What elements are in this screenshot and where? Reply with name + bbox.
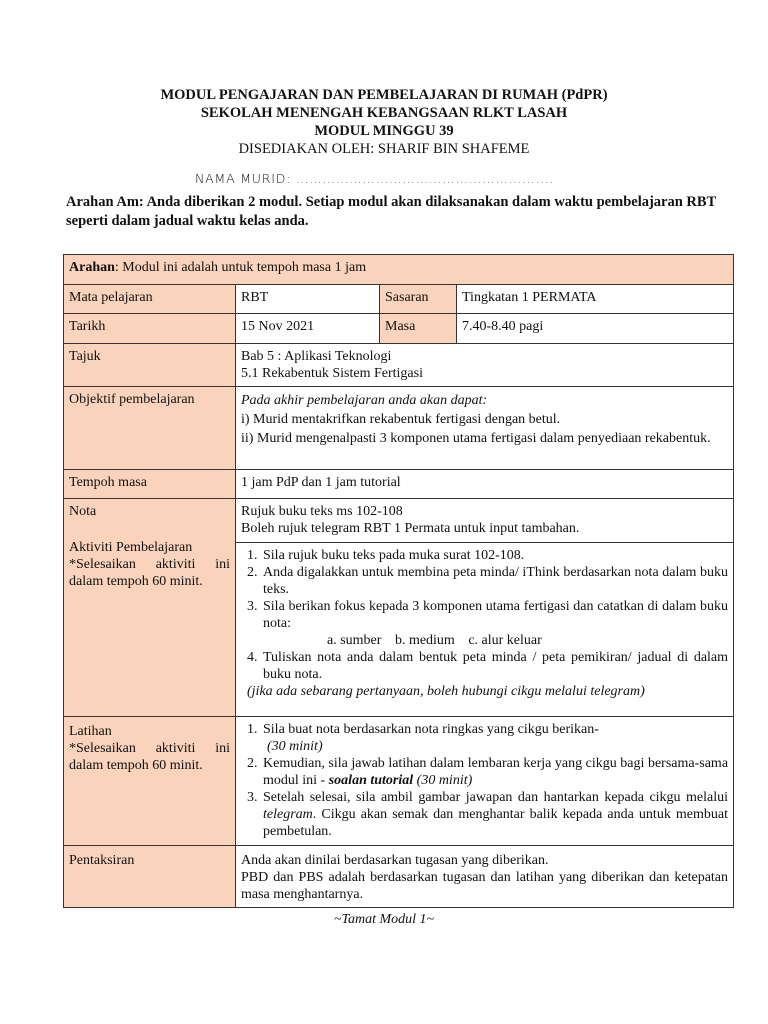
latihan-item-1-time: (30 minit) — [267, 739, 323, 754]
header-author: DISEDIAKAN OLEH: SHARIF BIN SHAFEME — [238, 141, 530, 157]
pentaksiran-line-2: PBD dan PBS adalah berdasarkan tugasan dan latihan yang diberikan dan ketepatan masa menghantarnya. — [241, 870, 729, 902]
table-row-pentaksiran — [64, 846, 734, 908]
komponen-b: b. medium — [394, 633, 455, 648]
latihan-item-2-text: Kemudian, sila jawab latihan dalam lembaran kerja yang cikgu bagi bersama-sama modul ini - — [263, 756, 729, 788]
latihan-value — [236, 717, 734, 846]
table-row-mata-pelajaran — [64, 285, 734, 314]
aktiviti-item-3-text: Sila berikan fokus kepada 3 komponen utama fertigasi dan catatkan di dalam buku nota: — [263, 599, 729, 631]
arahan-cell — [64, 255, 734, 285]
nota-label: Nota — [69, 504, 97, 519]
masa-label: Masa — [380, 314, 457, 344]
aktiviti-item-3 — [261, 598, 728, 649]
nota-line-2: Boleh rujuk telegram RBT 1 Permata untuk input tambahan. — [241, 521, 580, 536]
aktiviti-label: Aktiviti Pembelajaran — [69, 540, 193, 555]
aktiviti-note-telegram: (jika ada sebarang pertanyaan, boleh hubungi cikgu melalui telegram) — [247, 684, 645, 699]
table-row-tempoh — [64, 470, 734, 499]
latihan-item-2-time: (30 minit) — [413, 773, 473, 788]
sasaran-label: Sasaran — [380, 285, 457, 314]
general-instructions: Arahan Am: Anda diberikan 2 modul. Setiap modul akan dilaksanakan dalam waktu pembelajaran RBT seperti dalam jadual waktu kelas anda. — [66, 194, 716, 229]
mata-pelajaran-value: RBT — [236, 285, 380, 314]
tempoh-label: Tempoh masa — [64, 470, 236, 499]
pentaksiran-value — [236, 846, 734, 908]
module-end-footer: ~Tamat Modul 1~ — [333, 912, 435, 927]
header-school: SEKOLAH MENENGAH KEBANGSAAN RLKT LASAH — [200, 105, 568, 121]
aktiviti-list — [241, 547, 728, 683]
nota-aktiviti-label — [64, 499, 236, 717]
latihan-list — [241, 721, 728, 840]
aktiviti-item-1: 1. Sila rujuk buku teks pada muka surat 102-108. — [261, 547, 728, 564]
tajuk-line-2: 5.1 Rekabentuk Sistem Fertigasi — [241, 366, 423, 381]
aktiviti-value — [236, 543, 734, 717]
table-row-objektif — [64, 387, 734, 470]
latihan-item-2-emphasis: soalan tutorial — [328, 773, 414, 788]
mata-pelajaran-label: Mata pelajaran — [64, 285, 236, 314]
latihan-label: Latihan — [69, 724, 112, 739]
tajuk-label: Tajuk — [64, 344, 236, 387]
latihan-item-3 — [261, 789, 728, 840]
table-row-tarikh — [64, 314, 734, 344]
pentaksiran-label: Pentaksiran — [64, 846, 236, 908]
objektif-value — [236, 387, 734, 470]
tarikh-value: 15 Nov 2021 — [236, 314, 380, 344]
sasaran-value: Tingkatan 1 PERMATA — [457, 285, 734, 314]
komponen-list — [263, 632, 728, 649]
objektif-item-1: i) Murid mentakrifkan rekabentuk fertigasi dengan betul. — [241, 412, 561, 427]
latihan-item-1-text: Sila buat nota berdasarkan nota ringkas yang cikgu berikan- — [263, 722, 599, 737]
objektif-item-2: ii) Murid mengenalpasti 3 komponen utama fertigasi dalam penyediaan rekabentuk. — [241, 431, 711, 446]
table-row-tajuk — [64, 344, 734, 387]
latihan-label-cell — [64, 717, 236, 846]
tempoh-value: 1 jam PdP dan 1 jam tutorial — [236, 470, 734, 499]
latihan-item-3-text: Setelah selesai, sila ambil gambar jawapan dan hantarkan kepada cikgu melalui — [263, 790, 729, 805]
header-week: MODUL MINGGU 39 — [314, 123, 454, 139]
header-title: MODUL PENGAJARAN DAN PEMBELAJARAN DI RUMAH (PdPR) — [160, 87, 608, 103]
latihan-item-1 — [261, 721, 728, 755]
pentaksiran-line-1: Anda akan dinilai berdasarkan tugasan yang diberikan. — [241, 853, 549, 868]
tajuk-value — [236, 344, 734, 387]
module-table — [63, 254, 734, 908]
latihan-note: *Selesaikan aktiviti ini dalam tempoh 60 minit. — [69, 741, 230, 773]
tajuk-line-1: Bab 5 : Aplikasi Teknologi — [241, 349, 392, 364]
latihan-item-3-rest: . Cikgu akan semak dan menghantar balik kepada anda untuk membuat pembetulan. — [263, 807, 729, 839]
latihan-item-2 — [261, 755, 728, 789]
objektif-intro: Pada akhir pembelajaran anda akan dapat: — [241, 393, 488, 408]
arahan-text: : Modul ini adalah untuk tempoh masa 1 jam — [114, 260, 367, 275]
nota-value — [236, 499, 734, 543]
komponen-a: a. sumber — [327, 633, 382, 648]
objektif-label: Objektif pembelajaran — [64, 387, 236, 470]
aktiviti-item-4: 4. Tuliskan nota anda dalam bentuk peta minda / peta pemikiran/ jadual di dalam buku nota. — [261, 649, 728, 683]
aktiviti-item-2: 2. Anda digalakkan untuk membina peta minda/ iThink berdasarkan nota dalam buku teks. — [261, 564, 728, 598]
latihan-item-3-telegram: telegram — [263, 807, 313, 822]
komponen-c: c. alur keluar — [468, 633, 542, 648]
table-row-latihan — [64, 717, 734, 846]
student-name-field: NAMA MURID: ……………………………………………….... — [195, 171, 555, 186]
table-row-arahan — [64, 255, 734, 285]
arahan-label: Arahan — [69, 260, 115, 275]
masa-value: 7.40-8.40 pagi — [457, 314, 734, 344]
table-row-nota-aktiviti — [64, 499, 734, 543]
aktiviti-note: *Selesaikan aktiviti ini dalam tempoh 60 minit. — [69, 557, 230, 589]
tarikh-label: Tarikh — [64, 314, 236, 344]
document-header — [0, 86, 768, 158]
nota-line-1: Rujuk buku teks ms 102-108 — [241, 504, 403, 519]
